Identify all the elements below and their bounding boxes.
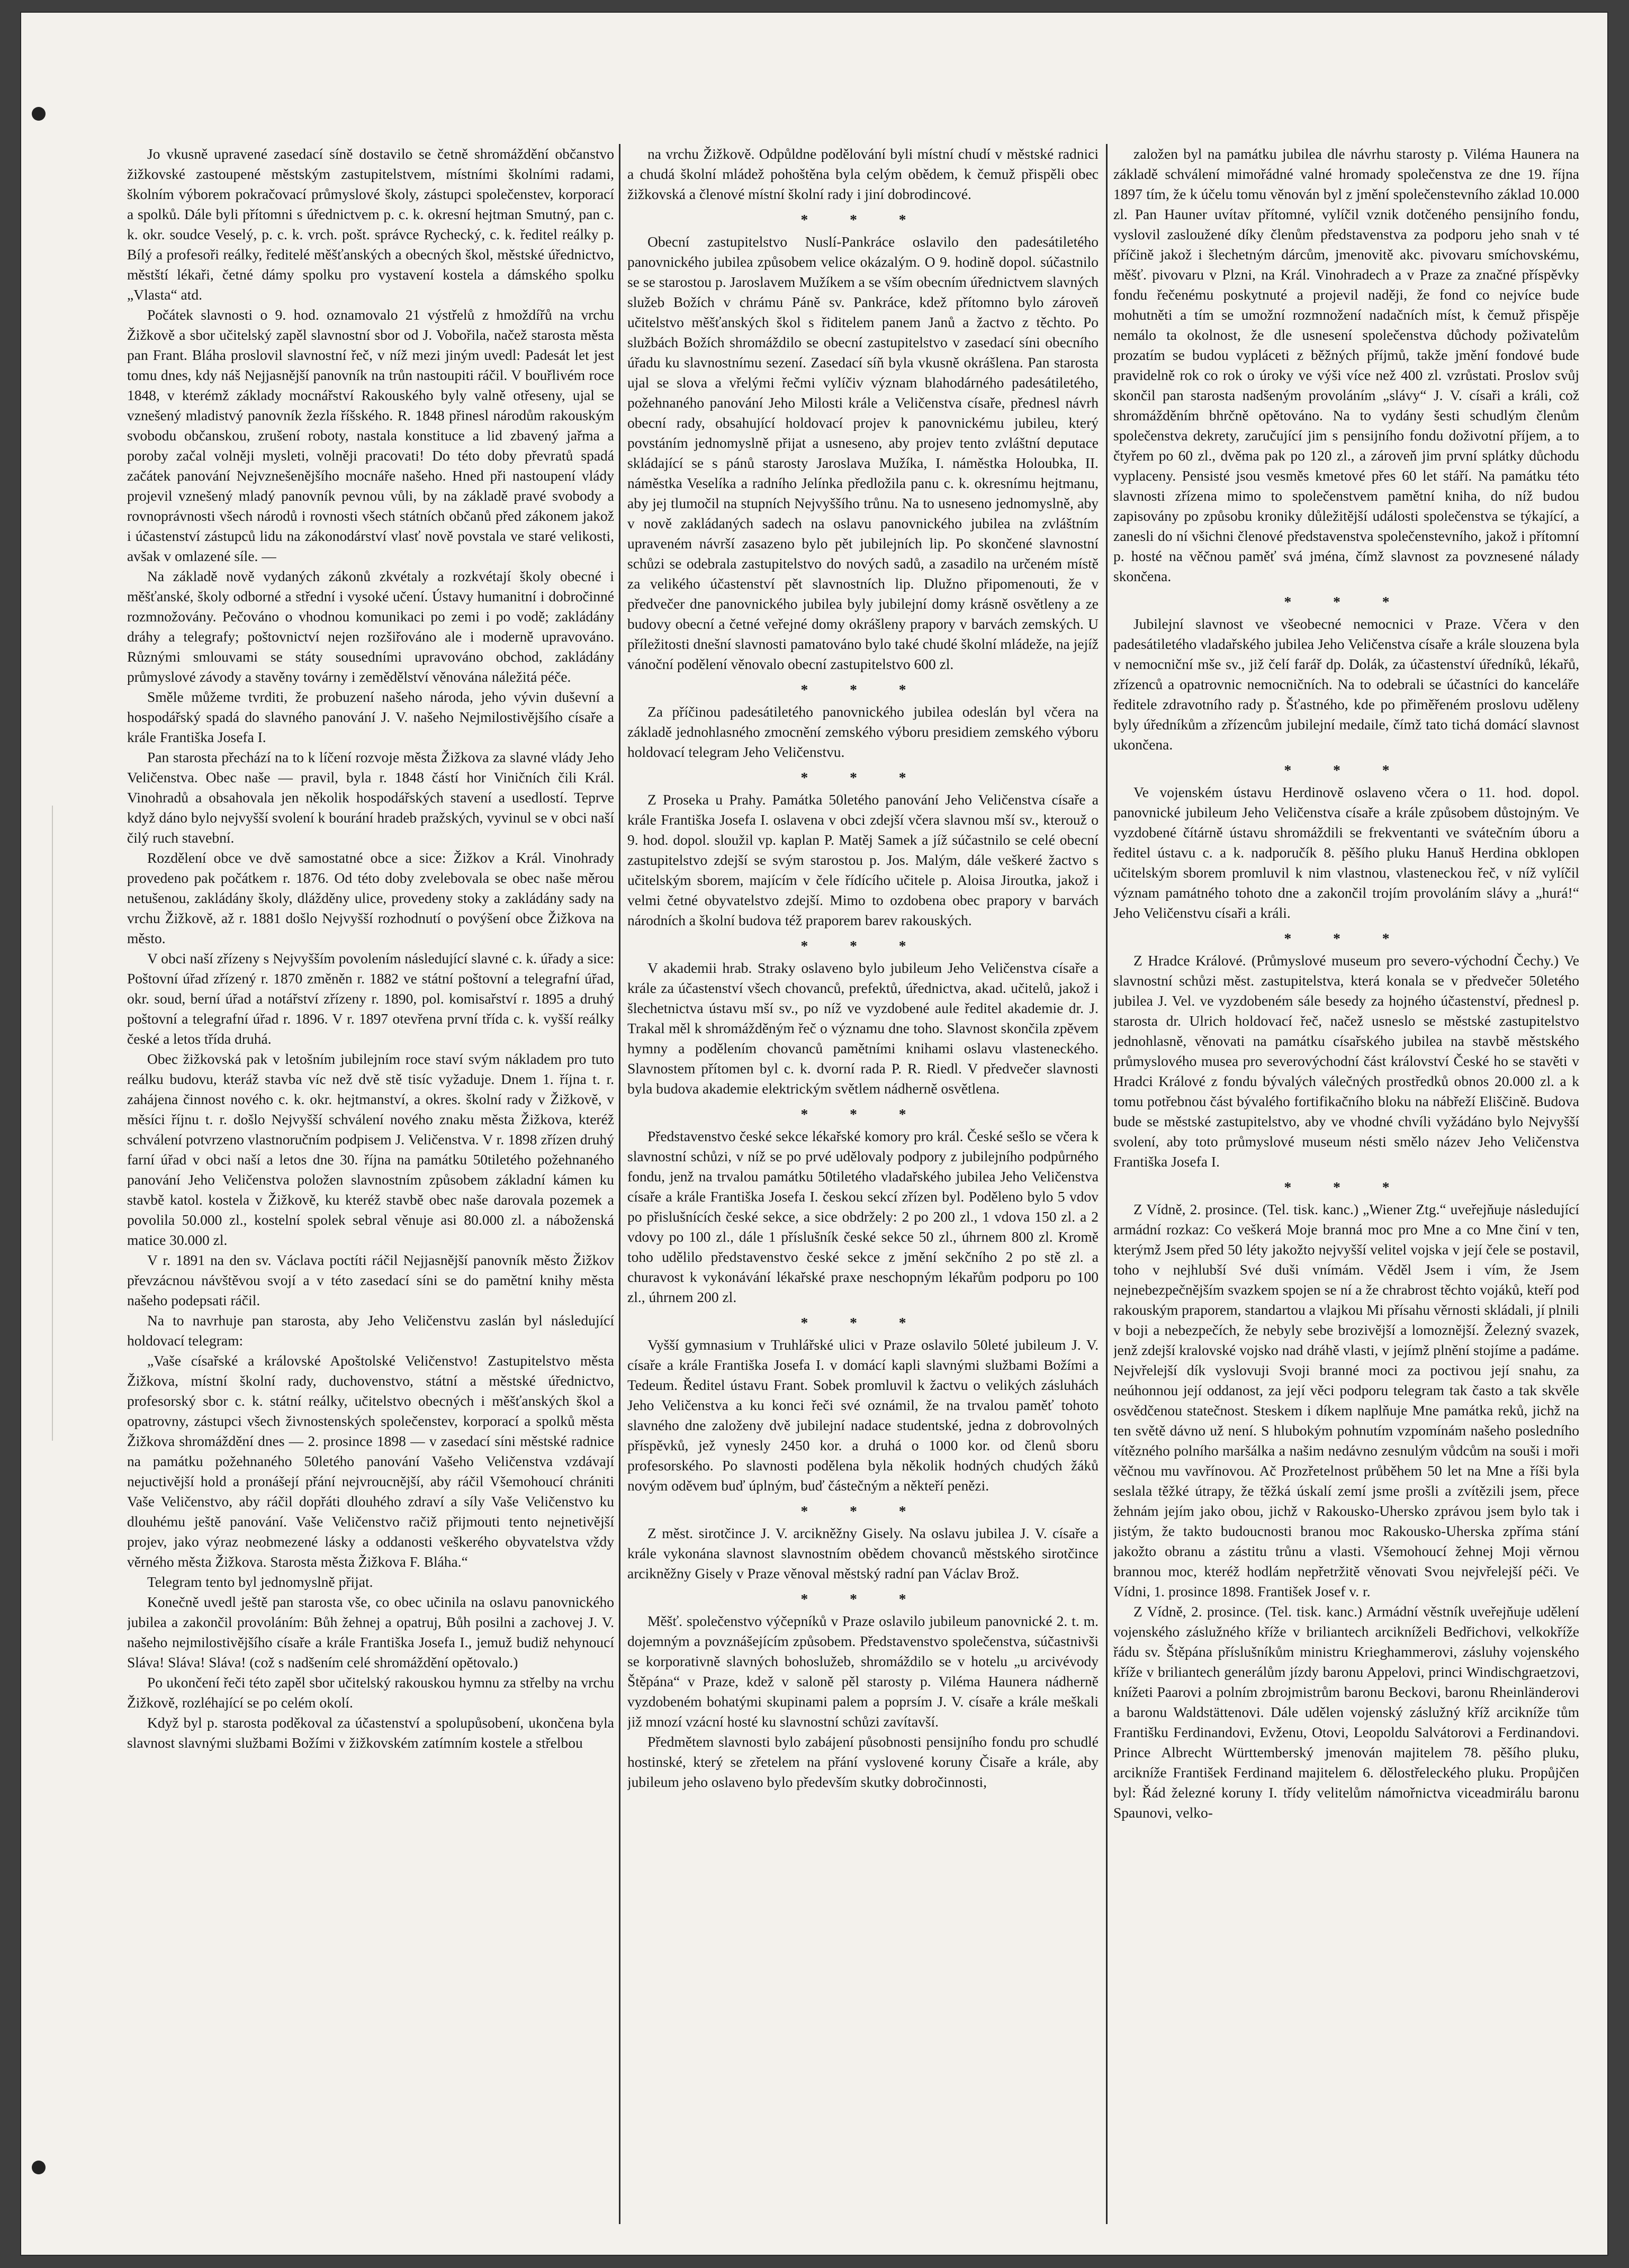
- paragraph: V akademii hrab. Straky oslaveno bylo jubileum Jeho Veličenstva císaře a krále za účastenství všech chovanců, prefektů, úřednictva, akad. učitelů, jakož i šlechetnictva ústavu mší sv., po níž ve vyzdobené aule ředitel akademie dr. J. Trakal měl k shromážděným řeč o významu dne toho. Slavnost skončila zpěvem hymny a podělením chovanců pamětními knihami oslavu vlasteneckého. Slavnostem přítomen byl c. k. dvorní rada P. R. Riedl. V předvečer slavnosti byla budova akademie elektrickým světlem nádherně osvětlena.: [627, 960, 1099, 1097]
- section-separator: * * *: [800, 681, 925, 698]
- paragraph: Na to navrhuje pan starosta, aby Jeho Veličenstvu zaslán byl následující holdovací telegram:: [127, 1312, 614, 1349]
- paragraph: Z Vídně, 2. prosince. (Tel. tisk. kanc.) Armádní věstník uveřejňuje udělení vojenského záslužného kříže v briliantech arcikníželi Bedřichovi, velkokříže řádu sv. Štěpána příslušníkům ministru Krieghammerovi, zásluhy vojenského kříže v briliantech generálům jízdy baronu Appelovi, princi Windischgraetzovi, knížeti Paarovi a polním zbrojmistrům baronu Beckovi, baronu Rheinländerovi a baronu Waldstättenovi. Dále udělen vojenský záslužný kříž arcikníže tům Františku Ferdinandovi, Evženu, Otovi, Leopoldu Salvátorovi a Ferdinandovi. Prince Albrecht Württemberský jmenován majitelem 78. pěšího pluku, arcikníže František Ferdinand majitelem 6. dělostřeleckého pluku. Propůjčen byl: Řád železné koruny I. třídy velitelům námořnictva viceadmirálu baronu Spaunovi, velko-: [1113, 1603, 1579, 1821]
- column-rule: [619, 144, 620, 2224]
- column-1: [127, 144, 614, 2224]
- paragraph: Telegram tento byl jednomyslně přijat.: [147, 1574, 373, 1590]
- paragraph: Rozdělení obce ve dvě samostatné obce a sice: Žižkov a Král. Vinohrady provedeno pak počátkem r. 1876. Od této doby zvelebovala se obec naše měrou netušenou, zakládány školy, dlážděny ulice, provedeny stoky a zakládány sady na vrchu Žižkově, až r. 1881 došlo Nejvyšší rozhodnutí o povýšení obce Žižkova na město.: [127, 850, 614, 946]
- paragraph: Z měst. sirotčince J. V. arcikněžny Gisely. Na oslavu jubilea J. V. císaře a krále vykonána slavnost slavnostním obědem chovanců městského sirotčince arcikněžny Gisely v Praze věnoval městský radní pan Václav Brož.: [627, 1525, 1099, 1582]
- paragraph: Pan starosta přechází na to k líčení rozvoje města Žižkova za slavné vlády Jeho Veličenstva. Obec naše — pravil, byla r. 1848 částí hor Viničních čili Král. Vinohradů a obsahovala jen několik hospodářských stavení a usedlostí. Teprve když dáno bylo nejvyšší svolení k bourání hradeb pražských, vyvinul se v obci naší čilý ruch stavební.: [127, 749, 614, 846]
- section-separator: * * *: [1284, 1179, 1409, 1195]
- paragraph: Ve vojenském ústavu Herdinově oslaveno včera o 11. hod. dopol. panovnické jubileum Jeho Veličenstva císaře a krále způsobem důstojným. Ve vyzdobené čítárně ústavu shromáždili se frekventanti ve svátečním úboru a ředitel ústavu c. a k. nadporučík 8. pěšího pluku Hanuš Herdina obklopen učitelským sborem promluvil k nim vlastnou, vlasteneckou řeč, v níž vylíčil význam památného tohoto dne a zakončil trojím provoláním slávy a „hurá!“ Jeho Veličenstvu císaři a králi.: [1113, 784, 1579, 921]
- newspaper-page: [20, 12, 1608, 2256]
- section-separator: * * *: [1284, 930, 1409, 946]
- section-separator: * * *: [800, 937, 925, 954]
- paragraph: Předmětem slavnosti bylo zabájení působnosti pensijního fondu pro schudlé hostinské, který se zřetelem na přání vyslovené koruny Čisaře a krále, aby jubileum jeho oslaveno bylo především skutky dobročinnosti,: [627, 1733, 1099, 1790]
- section-separator: * * *: [800, 1591, 925, 1607]
- paragraph: Z Hradce Králové. (Průmyslové museum pro severo-východní Čechy.) Ve slavnostní schůzi měst. zastupitelstva, která konala se v předvečer 50letého jubilea J. Vel. ve vyzdobeném sále besedy za hojného účastenství, přednesl p. starosta dr. Ulrich holdovací řeč, načež usneslo se městské zastupitelstvo jednohlasně, věnovati na památku císařského jubilea na stavbě městského průmyslového musea pro severovýchodní část království České ho se stavěti v Hradci Králové z fondu bývalých válečných prostředků obnos 20.000 zl. a k tomu potřebnou část bývalého fortifikačního bloku na nábřeží Eliščině. Budova bude se městské zastupitelstvo, aby ve vhodné chvíli vyžádáno bylo Nejvyšší svolení, aby toto průmyslové museum nésti smělo název Jeho Veličenstva Františka Josefa I.: [1113, 952, 1579, 1170]
- paragraph: Na základě nově vydaných zákonů zkvétaly a rozkvétají školy obecné i měšťanské, školy odborné a střední i vysoké učení. Ústavy humanitní i dobročinné rozmnožovány. Pečováno o vhodnou komunikaci po zemi i po vodě; zakládány dráhy a telegrafy; poštovnictví nejen rozšiřováno ale i moderně upravováno. Různými smlouvami se státy sousedními upravováno obchod, zakládány průmyslové závody a stavěny továrny i zemědělství věnována náležitá péče.: [127, 568, 614, 685]
- paragraph: Z Vídně, 2. prosince. (Tel. tisk. kanc.) „Wiener Ztg.“ uveřejňuje následující armádní rozkaz: Co veškerá Moje branná moc pro Mne a co Mne činí v ten, kterýmž Jsem před 50 léty jakožto nejvyšší velitel vojska v její čele se postavil, toho v nejhlubší Své duši vnímám. Věděl Jsem i vím, že Jsem nejnebezpečnějším svazkem spojen se ní a že chrabrost těchto vojáků, kteří pod rakouským praporem, standartou a vlajkou Mi přísahu věrnosti skládali, jí plnili v boji a nebezpečích, že nebyly sebe brozivější a lomoznější. Železný svazek, jenž zdejší kralovské vojsko nad dráhě vlasti, v jejímž plnění stojíme a padáme. Nejvřelejší dík vyslovuji Svoji branné moci za poctivou její snahu, za neúhonnou její oddanost, za její věci podporu telegram tak často a tak skvěle osvědčenou statečnost. Steskem i díkem naplňuje Mne památka reků, jichž na ten světě dávno už není. S hlubokým pohnutím vzpomínám našeho posledního vítězného polního maršálka a našim nedávno zesnulým vůdcům na souši i moři věčnou mu vavřínovou. Ač Prozřetelnost průběhem 50 let na Mne a říši byla seslala těžké útrapy, že těžká úskalí zemí jsme prošli a zvítězili jsem, přece žehnám jejím jako obou, jichž v Rakousko-Uhersko zprávou jsem bylo tak i jistým, že takto budoucnosti branou moc Rakousko-Uherska zpříma stání jakožto obranu a zástitu trůnu a vlasti. Všemohoucí žehnej Moji věrnou brannou moc, kteréž hodlám nepřetržitě věnovati Svou nejvřelejší péči. Ve Vídni, 1. prosince 1898. František Josef v. r.: [1113, 1201, 1579, 1600]
- paragraph: Z Proseka u Prahy. Památka 50letého panování Jeho Veličenstva císaře a krále Františka Josefa I. oslavena v obci zdejší včera slavnou mší sv., kterouž o 9. hod. dopol. sloužil vp. kaplan P. Matěj Samek a jíž súčastnilo se celé obecní zastupitelstvo zdejší se svým starostou p. Jos. Malým, dále veškeré žactvo s učitelským sborem, majícím v čele řídícího učitele p. Aloisa Jiroutka, jakož i velmi četné obyvatelstvo zdejší. Mimo to ozdobena obec prapory v barvách národních a školní budova též praporem barev rakouských.: [627, 791, 1099, 928]
- paragraph: Obecní zastupitelstvo Nuslí-Pankráce oslavilo den padesátiletého panovnického jubilea způsobem velice okázalým. O 9. hodině dopol. súčastnilo se se starostou p. Jaroslavem Mužíkem a se vším obecním úřednictvem slavných služeb Božích v chrámu Páně sv. Pankráce, kdež přítomno bylo zároveň učitelstvo měšťanských škol s řiditelem panem Janů a žactvo z těchto. Po službách Božích shromáždilo se obecní zastupitelstvo v zasedací síni obecního úřadu ku slavnostnímu sezení. Zasedací síň byla vkusně okrášlena. Pan starosta ujal se slova a vřelými řečmi vylíčiv význam blahodárného padesátiletého, požehnaného panování Jeho Milosti krále a Veličenstva císaře, přednesl návrh obecní rady, obsahující holdovací projev k panovnickému jubileu, který povstáním jednomyslně přijat a usneseno, aby projev tento zvláštní deputace skládající se s pánů starosty Jaroslava Mužíka, I. náměstka Holoubka, II. náměstka Veselíka a radního Jelínka předložila panu c. k. okresnímu hejtmanu, aby jej tlumočil na stupních Nejvyššího trůnu. Na to usneseno jednomyslně, aby v nově zakládaných sadech na oslavu panovnického jubilea na zvláštním upraveném návrší zasazeno bylo pět jubilejních lip. Po skončené slavnostní schůzi se odebrala zastupitelstvo do nových sadů, a zasadilo na určeném místě za velikého účastenství pět slavnostních lip. Dlužno připomenouti, že v předvečer dne panovnického jubilea byly jubilejní domy krásně osvětleny a ze budovy obecní a četné veřejné domy okrášleny prapory v barvách zemských. U příležitosti dnešní slavnosti pamatováno bylo také chudé školní mládeže, na jejíž vánoční podělení věnovalo obecní zastupitelstvo 600 zl.: [627, 233, 1099, 672]
- paragraph: Představenstvo české sekce lékařské komory pro král. České sešlo se včera k slavnostní schůzi, v níž se po prvé udělovaly podpory z jubilejního podpůrného fondu, jenž na trvalou památku 50tiletého vladařského jubilea Jeho Veličenstva císaře a krále Františka Josefa I. českou sekcí zřízen byl. Podělenо bylo 5 vdov po přislušnících české sekce, a sice obdržely: 2 po 200 zl., 1 vdova 150 zl. a 2 vdovy po 100 zl., dále 1 příslušník české sekce 50 zl., úhrnem 800 zl. Kromě toho udělilo představenstvo české sekce z jmění sekčního 2 po stě zl. a churavost k vykonávání lékařské praxe neschopným lékařům podporu po 100 zl., úhrnem 200 zl.: [627, 1128, 1099, 1305]
- section-separator: * * *: [800, 1314, 925, 1331]
- paragraph: založen byl na památku jubilea dle návrhu starosty p. Viléma Haunera na základě schválení mimořádné valné hromady společenstva ze dne 19. října 1897 tím, že k účelu tomu věnován byl z jmění společenstevního základ 10.000 zl. Pan Hauner uvítav přítomné, vylíčil vznik dotčeného pensijního fondu, vyslovil zasloužené díky členům představenstva za podporu jeho snah v té příčině jakož i šlechetným dárcům, jmenovitě akc. pivovaru smíchovskému, měšť. pivovaru v Plzni, na Král. Vinohradech a v Praze za značné příspěvky fondu řečenému poskytnuté a projevil naději, že fond co nejvíce bude mohutněti a tím se umožní rozmnožení nadačních míst, k čemuž přispěje nemálo ta okolnost, že dle usnesení společenstva důchody poživatelům prozatím se budou vypláceti z běžných příjmů, takže jmění fondové bude pravidelně rok co rok o úroky ve výši více než 400 zl. vzrůstati. Proslov svůj skončil pan starosta nadšeným provoláním „slávy“ J. V. císaři a králi, což shromážděním bhrčně opětováno. Na to vydány šesti schudlým členům společenstva dekrety, zaručující jim s pensijního fondu doživotní příjem, a to čtyřem po 60 zl., dvěma pak po 120 zl., a zároveň jim první splátky důchodu vyplaceny. Pensisté jsou vesměs kmetové přes 60 let stáří. Na památku této slavnosti zřízena mimo to společenstvem pamětní kniha, do níž budou zapisovány po způsobu kroniky důležitější události společenstva se týkající, a zanesli do ní všichni členové představenstva společenstevního, jakož i přítomní p. hosté na věčnou paměť svá jména, čímž slavnost za povznesené nálady skončena.: [1113, 146, 1579, 584]
- page-edge-shadow: [52, 806, 53, 1441]
- paragraph: Měšť. společenstvo výčepníků v Praze oslavilo jubileum panovnické 2. t. m. dojemným a povznášejícím způsobem. Představenstvo společenstva, súčastnivši se korporativně slavných bohoslužeb, shromáždilo se v hotelu „u arcivévody Štěpána“ v Praze, kdež v saloně pěl starosty p. Viléma Haunera nádherně vyzdobeném bohatými skupinami palem a poprsím J. V. císaře a krále meškali již mnozí vzácní hosté ku slavnostní schůzi zavítavší.: [627, 1613, 1099, 1730]
- section-separator: * * *: [800, 1106, 925, 1122]
- paragraph: Jubilejní slavnost ve všeobecné nemocnici v Praze. Včera v den padesátiletého vladařského jubilea Jeho Veličenstva císaře a krále slouzena byla v nemocniční mše sv., již čelí farář dp. Dolák, za účastenství úředníků, lékařů, zřízenců a opatrovnic nemocničních. Na to odebrali se účastníci do kanceláře ředitele zdravotního rady p. Šťastného, kde po přiměřeném proslovu uděleny byly úředníkům a zřízencům jubilejní medaile, čímž tato tichá domácí slavnost ukončena.: [1113, 616, 1579, 753]
- paragraph: Počátek slavnosti o 9. hod. oznamovalo 21 výstřelů z hmoždířů na vrchu Žižkově a sbor učitelský zapěl slavnostní sbor od J. Vobořila, načež starosta města pan Frant. Bláha proslovil slavnostní řeč, v níž mezi jiným uvedl: Padesát let jest tomu dnes, kdy náš Nejjasnější panovník na trůn nastoupiti ráčil. V bouřlivém roce 1848, v kterémž základy mocnářství Rakouského byly valně otřeseny, ujal se vznešený mladistvý panovník žezla říšského. R. 1848 přinesl národům rakouským svobodu občanskou, zrušení roboty, nastala konstituce a lid zbavený jařma a poroby začal volněji mysleti, volněji pracovati! Do této doby převratů spadá začátek panování Nejvznešenějšího mocnáře našeho. Hned při nastoupení vlády projevil vznešený mladý panovník pevnou vůli, by na základě pravé svobody a rovnoprávnosti všech národů i rovnosti všech státních občanů před zákonem jakož i účastenství zástupců lidu na zákonodárství vlasť nově povstala ve staré velikosti, avšak v omlazené síle. —: [127, 306, 614, 564]
- paragraph: na vrchu Žižkově. Odpůldne podělování byli místní chudí v městské radnici a chudá školní mládež pohoštěna byla celým obědem, k čemuž přispěli obec žižkovská a členové místní školní rady i jiní dobrodincové.: [627, 146, 1099, 202]
- paragraph: V r. 1891 na den sv. Václava poctíti ráčil Nejjasnější panovník město Žižkov převzácnou návštěvou svojí a v této zasedací síni se do pamětní knihy města našeho podepsati ráčil.: [127, 1252, 614, 1308]
- column-2: [627, 144, 1099, 2224]
- section-separator: * * *: [1284, 762, 1409, 778]
- paragraph: Jo vkusně upravené zasedací síně dostavilo se četně shromáždění občanstvo žižkovské zastoupené městským zastupitelstvem, místními školními radami, školním výborem pokračovací průmyslové školy, zástupci společenstev, korporací a spolků. Dále byli přítomni s úřednictvem p. c. k. okresní hejtman Smutný, pan c. k. okr. soudce Veselý, p. c. k. vrch. pošt. správce Rychecký, c. k. ředitel reálky p. Bílý a profesoři reálky, ředitelé měšťanských a obecných škol, městské úřednictvo, městští lékaři, četné dámy spolku pro vystavení kostela a dámského spolku „Vlasta“ atd.: [127, 146, 614, 303]
- paragraph: „Vaše císařské a královské Apoštolské Veličenstvo! Zastupitelstvo města Žižkova, místní školní rady, duchovenstvo, státní a městské úřednictvo, profesorský sbor c. k. státní reálky, učitelstvo obecných i měšťanských škol a opatrovny, zástupci všech živnostenských společenstev, korporací a spolků města Žižkova shromáždění dnes — 2. prosince 1898 — v zasedací síni městské radnice na památku požehnaného 50letého panování Vašeho Veličenstva vzdávají nejuctivější hold a pronášejí přání nejvroucnější, aby ráčil Všemohoucí chrániti Vaše Veličenstvo, aby ráčil dopřáti dlouhého zdraví a síly Vaše Veličenstvo ku dlouhému ještě panování. Vaše Veličenstvo račiž přijmouti tento nejnetivější projev, jako výraz neobmezené lásky a oddanosti veškerého obyvatelstva vždy věrného města Žižkova. Starosta města Žižkova F. Bláha.“: [127, 1352, 614, 1570]
- paragraph: Směle můžeme tvrditi, že probuzení našeho národa, jeho vývin duševní a hospodářský spadá do slavného panování J. V. našeho Nejmilostivějšího císaře a krále Františka Josefa I.: [127, 689, 614, 745]
- paragraph: Když byl p. starosta poděkoval za účastenství a spolupůsobení, ukončena byla slavnost slavnými službami Božími v žižkovském zatímním kostele a střelbou: [127, 1714, 614, 1751]
- section-separator: * * *: [800, 211, 925, 228]
- column-3: [1113, 144, 1579, 2224]
- paragraph: Obec žižkovská pak v letošním jubilejním roce staví svým nákladem pro tuto reálku budovu, kteráž stavba víc než dvě stě tisíc vyžaduje. Dnem 1. října t. r. zahájena činnost nového c. k. okr. hejtmanství, a okres. školní rady v Žižkově, v měsíci říjnu t. r. došlo Nejvyšší schválení nového znaku města Žižkova, kteréž schválení potvrzeno vlastnoručním podpisem J. Veličenstva. V r. 1898 zřízen druhý farní úřad v obci naší a letos dne 30. října na památku 50tiletého požehnaného panování Jeho Veličenstva položen slavnostním způsobem základní kámen ku stavbě katol. kostela v Žižkově, ku kteréž stavbě obec naše darovala pozemek a povolila 50.000 zl., kostelní spolek sebral věnuje asi 80.000 zl. a náboženská matice 30.000 zl.: [127, 1051, 614, 1248]
- column-rule: [1106, 144, 1108, 2224]
- section-separator: * * *: [800, 769, 925, 785]
- paragraph: Konečně uvedl ještě pan starosta vše, co obec učinila na oslavu panovnického jubilea a zakončil provoláním: Bůh žehnej a opatruj, Bůh posilni a zachovej J. V. našeho nejmilostivějšího císaře a krále Františka Josefa I., jemuž budiž nehynoucí Sláva! Sláva! Sláva! (což s nadšením celé shromáždění opětovalo.): [127, 1594, 614, 1670]
- paragraph: Za příčinou padesátiletého panovnického jubilea odeslán byl včera na základě jednohlasného zmocnění zemského výboru presidiem zemského výboru holdovací telegram Jeho Veličenstvu.: [627, 703, 1099, 760]
- paragraph: Po ukončení řeči této zapěl sbor učitelský rakouskou hymnu za střelby na vrchu Žižkově, rozléhající se po celém okolí.: [127, 1674, 614, 1711]
- paragraph: Vyšší gymnasium v Truhlářské ulici v Praze oslavilo 50leté jubileum J. V. císaře a krále Františka Josefa I. v domácí kapli slavnými službami Božími a Tedeum. Ředitel ústavu Frant. Sobek promluvil k žactvu o velikých zásluhách Jeho Veličenstva a ku konci řeči své oznámil, že na trvalou paměť tohoto slavného dne založeny dvě jubilejní nadace studentské, jedna z dobrovolných příspěvků, jež vynesly 2450 kor. a druhá o 1000 kor. od členů sboru profesorského. Po slavnosti podělena byla několik hodných chudých žáků novým oděvem buď úplným, buď částečným a někteří penězi.: [627, 1336, 1099, 1494]
- binding-hole: [32, 107, 46, 121]
- section-separator: * * *: [1284, 593, 1409, 610]
- section-separator: * * *: [800, 1503, 925, 1519]
- paragraph: V obci naší zřízeny s Nejvyšším povolením následující slavné c. k. úřady a sice: Poštovní úřad zřízený r. 1870 změněn r. 1882 ve státní poštovní a telegrafní úřad, okr. soud, berní úřad a notářství zřízeny r. 1890, pol. komisařství r. 1895 a druhý poštovní a telegrafní úřad r. 1896. V r. 1897 otevřena první třída c. k. vyšší reálky české a letos třída druhá.: [127, 950, 614, 1047]
- binding-hole: [32, 2161, 46, 2174]
